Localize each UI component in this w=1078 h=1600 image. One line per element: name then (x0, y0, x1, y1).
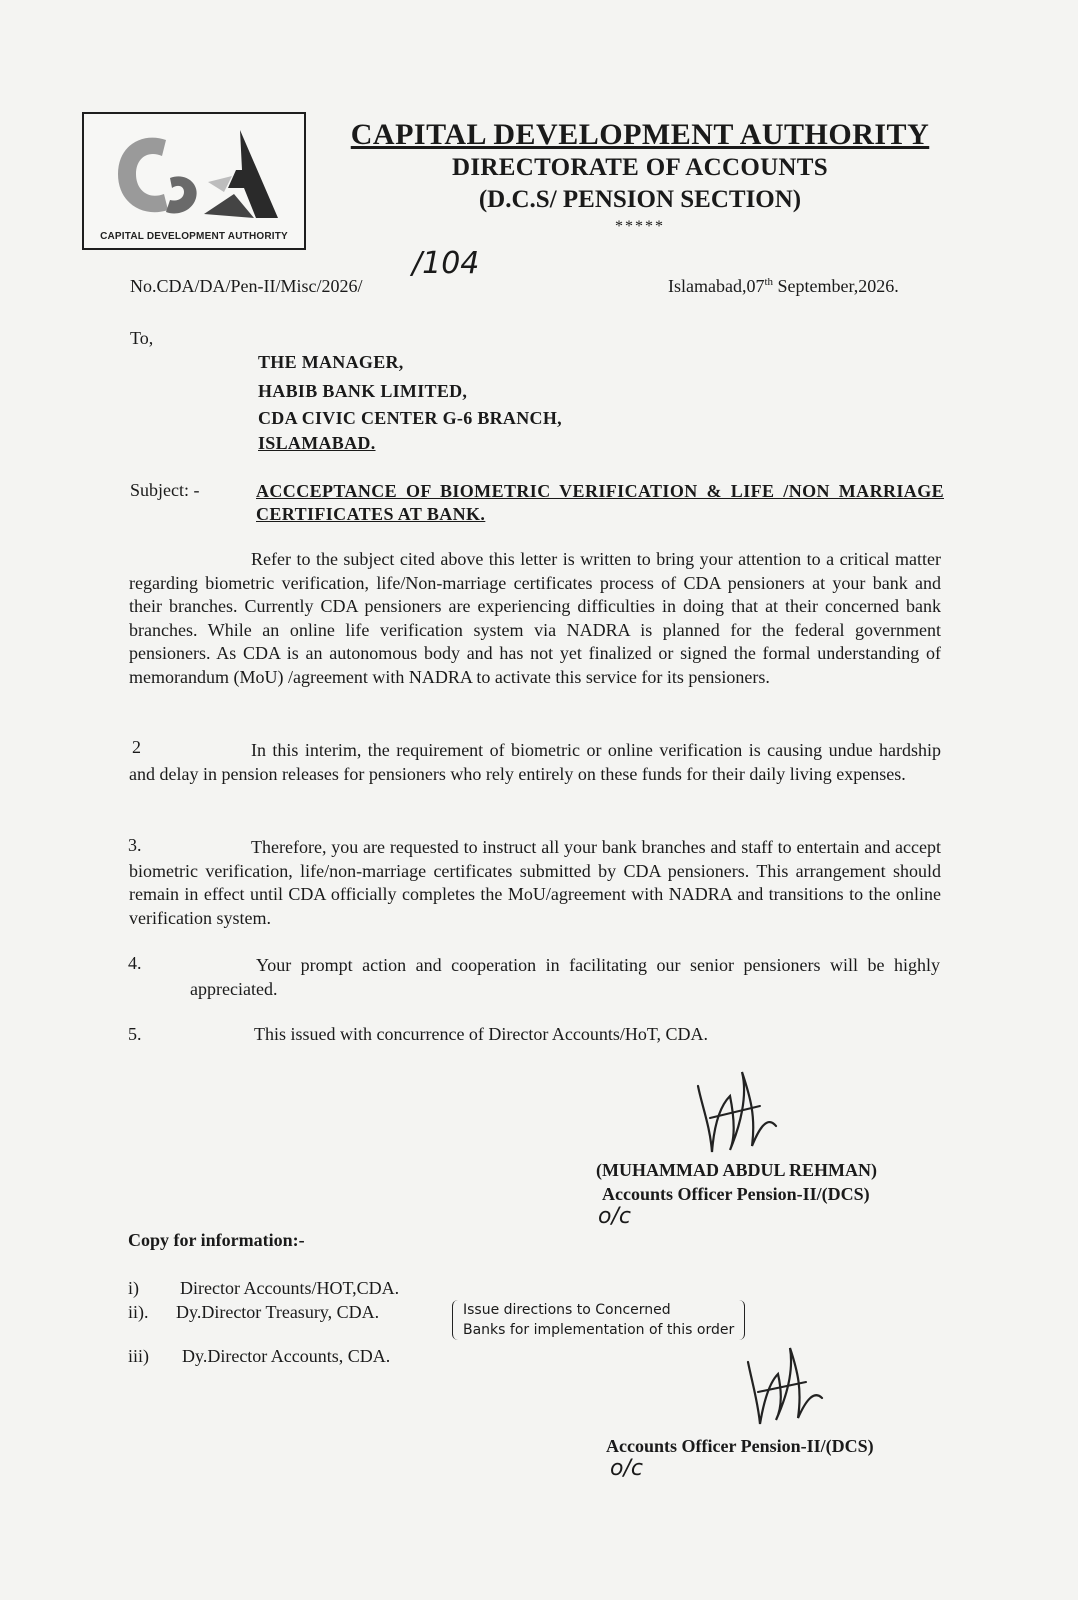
subject-label: Subject: - (130, 480, 200, 500)
paragraph-number: 4. (128, 953, 142, 973)
signatory-title-2: Accounts Officer Pension-II/(DCS) (606, 1436, 874, 1456)
signatory-title: Accounts Officer Pension-II/(DCS) (602, 1184, 870, 1204)
paragraph-number: 2 (132, 737, 141, 757)
logo-caption: CAPITAL DEVELOPMENT AUTHORITY (100, 231, 288, 242)
paragraph-2: In this interim, the requirement of biometric or online verification is causing undue hardship and delay in pension releases for pensioners who rely entirely on these funds for their daily living expenses. (129, 740, 941, 784)
address-line: THE MANAGER, (258, 352, 404, 372)
signature-note-2: o/c (610, 1456, 643, 1481)
paragraph-3: Therefore, you are requested to instruct all your bank branches and staff to entertain and accept biometric verification, life/non-marriage certificates submitted by CDA pensioners. This arrangement should remain in effect until CDA officially completes the MoU/agreement with NADRA and transitions to the online verification system. (129, 837, 941, 928)
signature-scribble-2 (742, 1338, 832, 1430)
paragraph-1: Refer to the subject cited above this letter is written to bring your attention to a critical matter regarding biometric verification, life/Non-marriage certificates process of CDA pensioners at your bank and their branches. Currently CDA pensioners are experiencing difficulties in doing that at their concerned bank branches. While an online life verification system via NADRA is planned for the federal government pensioners. As CDA is an autonomous body and has not yet finalized or signed the formal understanding of memorandum (MoU) /agreement with NADRA to activate this service for its pensioners. (129, 549, 941, 687)
signature-scribble (690, 1066, 790, 1160)
paragraph-number: 5. (128, 1024, 142, 1044)
signatory-name: (MUHAMMAD ABDUL REHMAN) (596, 1160, 877, 1180)
letter-date (668, 276, 899, 297)
cda-logo-icon (104, 122, 284, 226)
to-label: To, (130, 328, 154, 348)
date-suffix: th (764, 276, 774, 288)
copy-item-text: Director Accounts/HOT,CDA. (180, 1278, 400, 1298)
subject-text: ACCCEPTANCE OF BIOMETRIC VERIFICATION & LIFE /NON MARRIAGE CERTIFICATES AT BANK. (256, 481, 944, 524)
copy-item-text: Dy.Director Accounts, CDA. (182, 1346, 391, 1366)
directorate-title: DIRECTORATE OF ACCOUNTS (452, 154, 828, 181)
copy-heading: Copy for information:- (128, 1230, 305, 1250)
address-line: CDA CIVIC CENTER G-6 BRANCH, (258, 408, 562, 428)
header-stars: ***** (615, 218, 665, 235)
address-line: HABIB BANK LIMITED, (258, 381, 468, 401)
date-prefix: Islamabad,07 (668, 276, 765, 296)
bracket-note-line: Banks for implementation of this order (463, 1322, 735, 1338)
copy-item-text: Dy.Director Treasury, CDA. (176, 1302, 380, 1322)
cda-logo (82, 112, 306, 250)
copy-item-number: iii) (128, 1346, 149, 1366)
org-title: CAPITAL DEVELOPMENT AUTHORITY (350, 118, 930, 151)
paragraph-5: This issued with concurrence of Director Accounts/HoT, CDA. (254, 1024, 709, 1044)
date-rest: September,2026. (773, 276, 899, 296)
copy-item-number: i) (128, 1278, 139, 1298)
address-line: ISLAMABAD. (258, 433, 376, 453)
paragraph-number: 3. (128, 835, 142, 855)
bracket-note (452, 1300, 745, 1340)
reference-number: No.CDA/DA/Pen-II/Misc/2026/ (130, 276, 363, 296)
copy-item-number: ii). (128, 1302, 149, 1322)
bracket-note-line: Issue directions to Concerned (463, 1302, 671, 1318)
reference-handwritten: /104 (412, 246, 480, 281)
paragraph-4: Your prompt action and cooperation in facilitating our senior pensioners will be highly appreciated. (190, 955, 940, 999)
signature-note: o/c (598, 1204, 631, 1229)
section-title: (D.C.S/ PENSION SECTION) (478, 186, 802, 213)
